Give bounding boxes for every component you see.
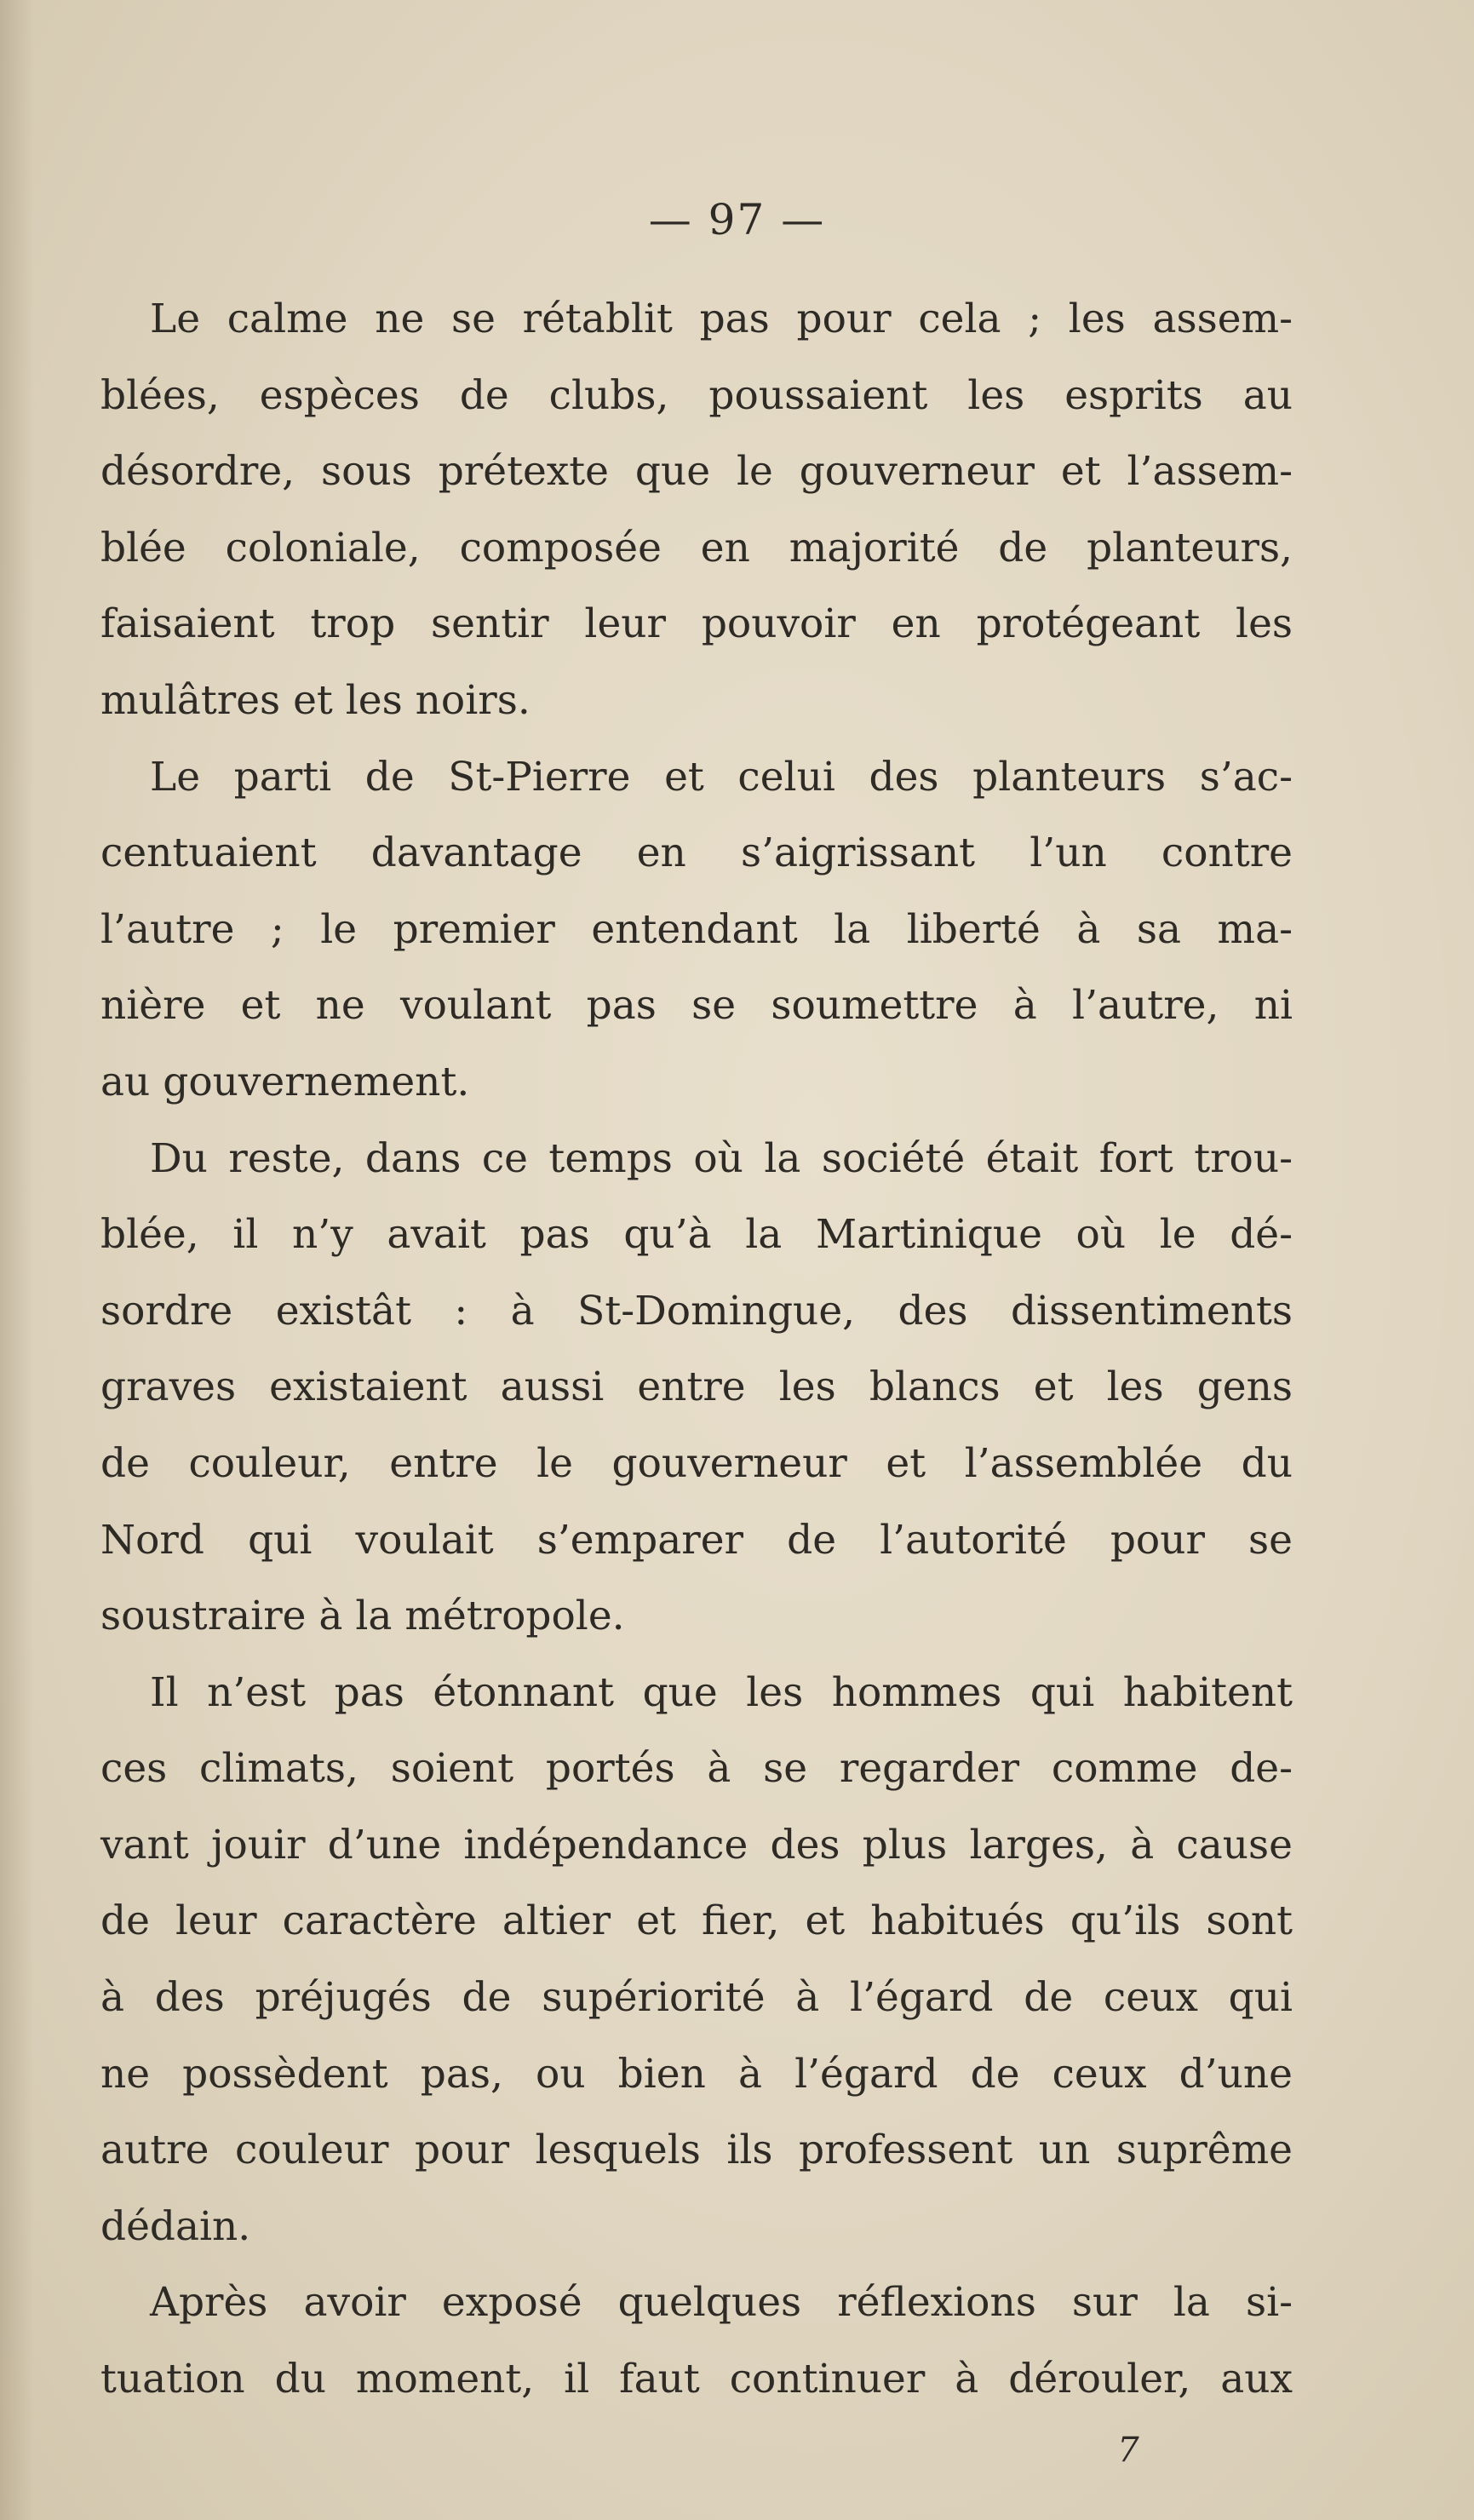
text-line: centuaient davantage en s’aigrissant l’un contre — [100, 829, 1293, 877]
text-line: Le parti de St-Pierre et celui des planteurs s’ac- — [150, 753, 1293, 801]
text-line: autre couleur pour lesquels ils professent un suprême — [100, 2127, 1293, 2174]
text-line: de couleur, entre le gouverneur et l’assemblée du — [100, 1439, 1293, 1487]
text-line: faisaient trop sentir leur pouvoir en protégeant les — [100, 600, 1293, 648]
text-line: soustraire à la métropole. — [100, 1593, 625, 1640]
text-line: à des préjugés de supériorité à l’égard de ceux qui — [100, 1974, 1293, 2022]
text-line: Le calme ne se rétablit pas pour cela ; les assem- — [150, 296, 1293, 342]
text-line: Nord qui voulait s’emparer de l’autorité pour se — [100, 1516, 1293, 1564]
text-line: dédain. — [100, 2202, 251, 2250]
text-line: Après avoir exposé quelques réflexions sur la si- — [150, 2279, 1293, 2327]
page-edge-shadow — [0, 0, 34, 2520]
page-number: — 97 — — [648, 195, 826, 244]
text-line: blées, espèces de clubs, poussaient les esprits au — [100, 371, 1293, 419]
text-line: ces climats, soient portés à se regarder comme de- — [100, 1745, 1293, 1793]
text-line: Il n’est pas étonnant que les hommes qui habitent — [150, 1668, 1293, 1716]
text-line: tuation du moment, il faut continuer à dérouler, aux — [100, 2356, 1293, 2403]
text-line: nière et ne voulant pas se soumettre à l’autre, ni — [100, 982, 1293, 1030]
text-line: vant jouir d’une indépendance des plus larges, à cause — [100, 1821, 1293, 1868]
text-line: ne possèdent pas, ou bien à l’égard de ceux d’une — [100, 2050, 1293, 2098]
text-line: blée, il n’y avait pas qu’à la Martinique où le dé- — [100, 1211, 1293, 1259]
text-line: mulâtres et les noirs. — [100, 676, 531, 724]
text-line: l’autre ; le premier entendant la liberté à sa ma- — [100, 905, 1293, 953]
text-line: désordre, sous prétexte que le gouverneur et l’assem- — [100, 448, 1293, 496]
text-line: Du reste, dans ce temps où la société était fort trou- — [150, 1134, 1293, 1182]
text-line: sordre existât : à St-Domingue, des dissentiments — [100, 1287, 1293, 1335]
text-line: graves existaient aussi entre les blancs et les gens — [100, 1363, 1293, 1411]
signature-mark: 7 — [1117, 2431, 1139, 2470]
text-line: au gouvernement. — [100, 1058, 470, 1105]
text-line: de leur caractère altier et fier, et habitués qu’ils sont — [100, 1897, 1293, 1945]
body-text — [100, 281, 1293, 2418]
text-line: blée coloniale, composée en majorité de planteurs, — [100, 524, 1293, 571]
